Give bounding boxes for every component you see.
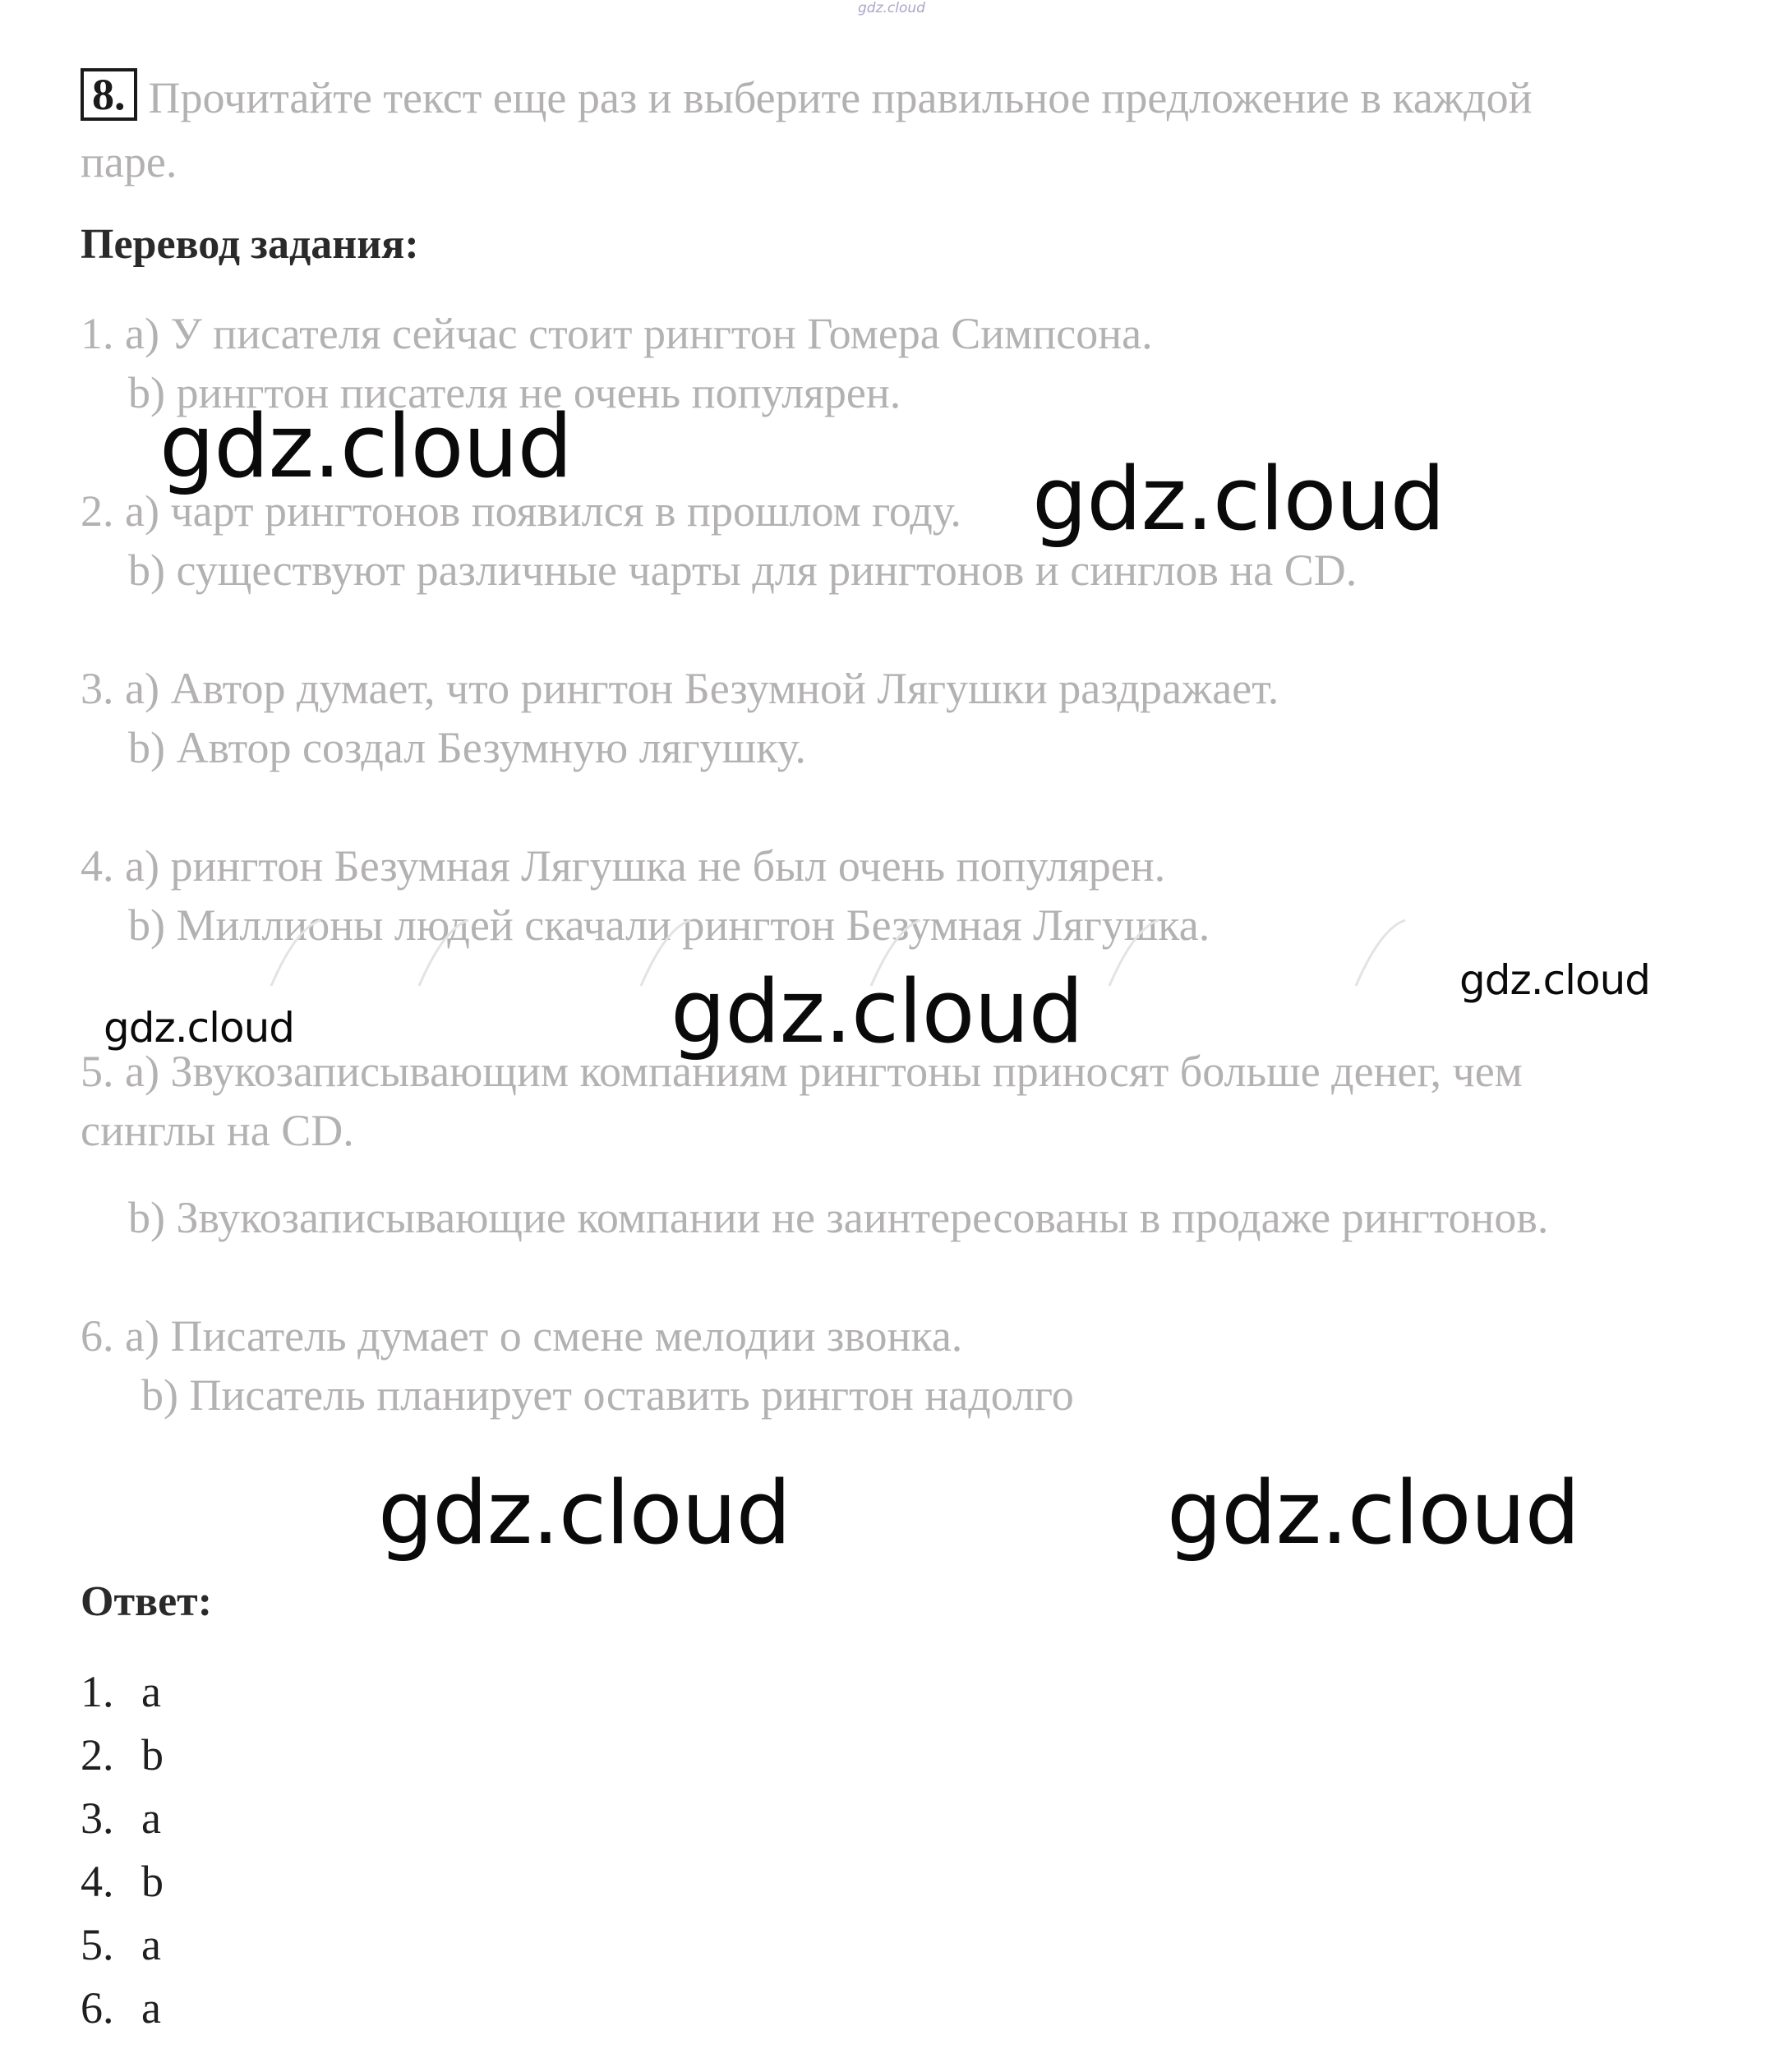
watermark: gdz.cloud [1167,1462,1579,1563]
watermark: gdz.cloud [104,1004,295,1052]
item-1-b: b) рингтон писателя не очень популярен. [128,368,901,417]
answer-row [81,1856,164,1907]
item-4-a: 4. a) рингтон Безумная Лягушка не был очень популярен. [81,841,1166,891]
item-4-b: b) Миллионы людей скачали рингтон Безумная Лягушка. [128,900,1210,950]
answer-row [81,1793,161,1844]
item-3-b: b) Автор создал Безумную лягушку. [128,723,806,772]
watermark: gdz.cloud [1032,449,1445,550]
answer-value: a [141,1667,161,1716]
answer-number: 6. [81,1983,114,2033]
answer-number: 1. [81,1667,114,1716]
task-number: 8. [81,68,137,121]
item-1-a: 1. a) У писателя сейчас стоит рингтон Гомера Симпсона. [81,309,1153,358]
watermark: gdz.cloud [378,1462,791,1563]
watermark: gdz.cloud [1459,956,1651,1004]
answer-value: a [141,1793,161,1843]
answer-number: 3. [81,1793,114,1843]
item-5-a-line2: синглы на CD. [81,1106,354,1155]
item-3-a: 3. a) Автор думает, что рингтон Безумной Лягушки раздражает. [81,664,1279,713]
item-5-b: b) Звукозаписывающие компании не заинтересованы в продаже рингтонов. [128,1193,1549,1242]
answer-row [81,1729,164,1780]
item-6-a: 6. a) Писатель думает о смене мелодии звонка. [81,1311,963,1361]
answer-value: b [141,1857,164,1906]
task-prompt-line1: Прочитайте текст еще раз и выберите правильное предложение в каждой [148,73,1533,122]
translation-title: Перевод задания: [81,221,419,268]
answer-row [81,1982,161,2033]
answer-value: a [141,1983,161,2033]
task-header [81,66,1683,194]
item-2-b: b) существуют различные чарты для рингтонов и синглов на CD. [128,546,1358,595]
watermark: gdz.cloud [159,396,572,497]
top-watermark: gdz.cloud [858,0,925,16]
answer-number: 4. [81,1857,114,1906]
answer-number: 5. [81,1920,114,1969]
item-5-a-line1: 5. a) Звукозаписывающим компаниям рингтоны приносят больше денег, чем [81,1047,1523,1096]
answer-row [81,1919,161,1970]
answer-row [81,1666,161,1717]
item-2-a: 2. a) чарт рингтонов появился в прошлом году. [81,486,961,536]
answer-value: a [141,1920,161,1969]
task-prompt-line2: паре. [81,137,177,186]
answer-number: 2. [81,1730,114,1780]
watermark: gdz.cloud [671,961,1083,1062]
answer-value: b [141,1730,164,1780]
item-6-b: b) Писатель планирует оставить рингтон надолго [141,1370,1074,1420]
answer-title: Ответ: [81,1578,213,1625]
